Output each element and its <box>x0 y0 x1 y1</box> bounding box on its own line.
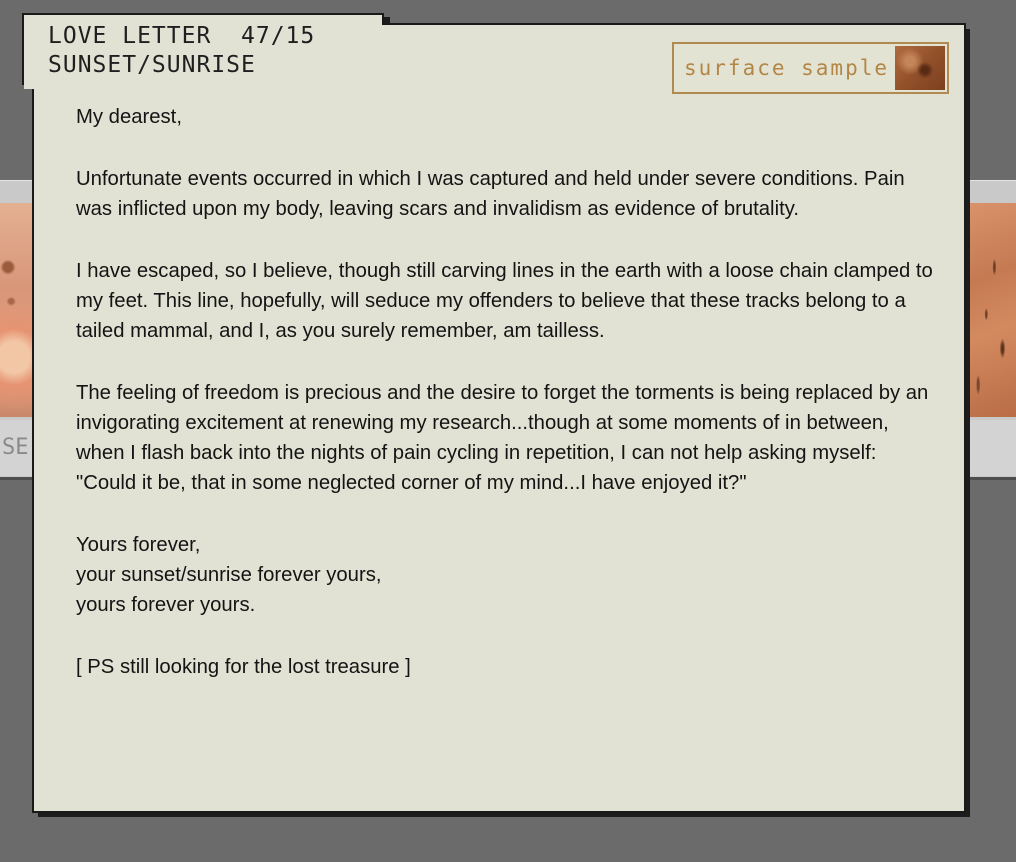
background-photo-right[interactable] <box>962 203 1016 417</box>
surface-sample-button[interactable] <box>672 42 949 94</box>
letter-paragraph: Unfortunate events occurred in which I was captured and held under severe conditions. Pain was inflicted upon my body, leaving scars and invalidism as evidence of brutality. <box>76 168 905 220</box>
background-tab-right[interactable] <box>962 420 1016 476</box>
letter-paragraph: The feeling of freedom is precious and the desire to forget the torments is being replaced by an invigorating excitement at renewing my research...though at some moments of in between, when I flash back into the nights of pain cycling in repetition, I can not help asking myself: "Could it be, that in some neglected corner of my mind...I have enjoyed it?" <box>76 382 929 494</box>
background-tab-left[interactable]: SE <box>0 420 40 476</box>
letter-closing-line: yours forever yours. <box>76 594 256 616</box>
letter-paragraph: I have escaped, so I believe, though still carving lines in the earth with a loose chain clamped to my feet. This line, hopefully, will seduce my offenders to believe that these tracks belong to a tailed mammal, and I, as you surely remember, am tailless. <box>76 260 933 342</box>
letter-title-line2: SUNSET/SUNRISE <box>48 52 256 78</box>
letter-title <box>48 22 315 80</box>
letter-closing-line: your sunset/sunrise forever yours, <box>76 564 382 586</box>
letter-greeting: My dearest, <box>76 106 182 128</box>
surface-sample-thumbnail <box>895 46 945 90</box>
letter-postscript: [ PS still looking for the lost treasure ] <box>76 656 411 678</box>
letter-closing-line: Yours forever, <box>76 534 201 556</box>
letter-body <box>76 102 936 714</box>
surface-sample-label: surface sample <box>684 56 890 80</box>
letter-title-line1: LOVE LETTER 47/15 <box>48 23 316 49</box>
